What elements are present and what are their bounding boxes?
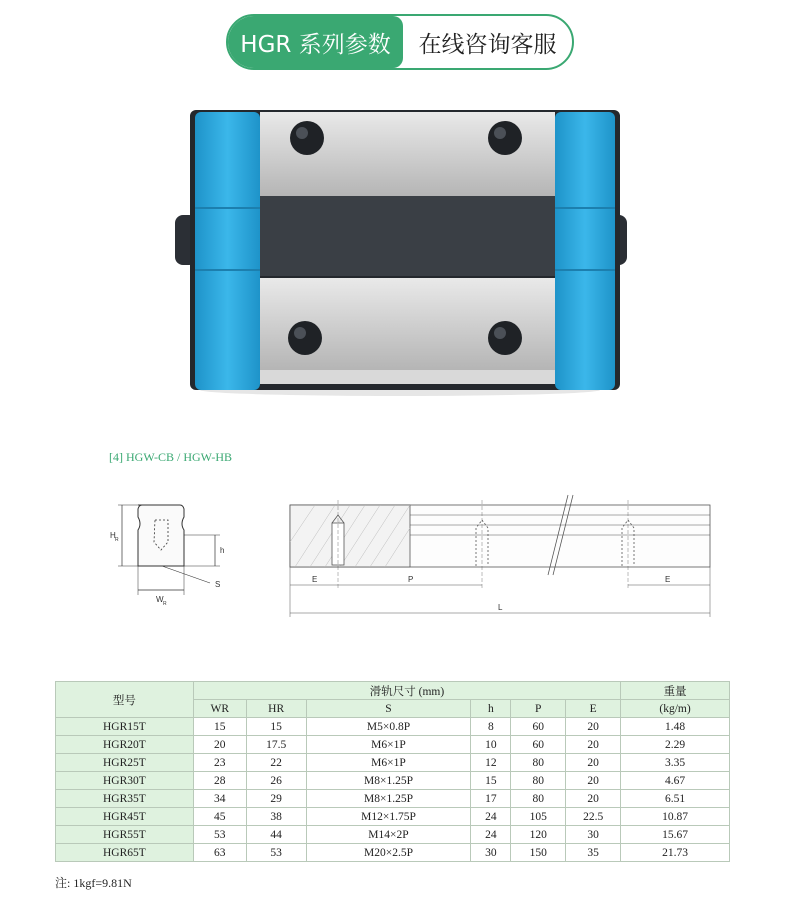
cell: M5×0.8P	[306, 718, 471, 736]
cell: 38	[246, 808, 306, 826]
cell: 17.5	[246, 736, 306, 754]
cell: HGR30T	[56, 772, 194, 790]
cell: HGR15T	[56, 718, 194, 736]
cell: 30	[566, 826, 621, 844]
col-hr: HR	[246, 700, 306, 718]
cell: HGR65T	[56, 844, 194, 862]
cell: 24	[471, 826, 511, 844]
l-label: L	[498, 603, 503, 612]
rail-cross-section	[118, 505, 220, 595]
cell: 22.5	[566, 808, 621, 826]
cell: 80	[511, 754, 566, 772]
cell: 6.51	[621, 790, 730, 808]
header-pill	[226, 14, 574, 70]
cell: 20	[566, 754, 621, 772]
cell: 20	[193, 736, 246, 754]
cell: 4.67	[621, 772, 730, 790]
cell: 20	[566, 772, 621, 790]
weight-unit: (kg/m)	[621, 700, 730, 718]
cell: 45	[193, 808, 246, 826]
cell: 15.67	[621, 826, 730, 844]
col-h: h	[471, 700, 511, 718]
cell: 29	[246, 790, 306, 808]
table-row	[56, 754, 730, 772]
table-row	[56, 808, 730, 826]
cell: HGR35T	[56, 790, 194, 808]
cell: 44	[246, 826, 306, 844]
cell: 26	[246, 772, 306, 790]
cell: 1.48	[621, 718, 730, 736]
wr-label: W	[156, 595, 164, 604]
cell: 10	[471, 736, 511, 754]
cell: 63	[193, 844, 246, 862]
cell: 10.87	[621, 808, 730, 826]
col-s: S	[306, 700, 471, 718]
table-row	[56, 736, 730, 754]
col-p: P	[511, 700, 566, 718]
series-title: HGR 系列参数	[228, 16, 403, 68]
col-wr: WR	[193, 700, 246, 718]
cell: M12×1.75P	[306, 808, 471, 826]
cell: 20	[566, 736, 621, 754]
drawing-caption: [4] HGW-CB / HGW-HB	[109, 450, 232, 464]
spec-table	[55, 681, 730, 862]
hr-label: H	[110, 531, 116, 540]
cell: 80	[511, 772, 566, 790]
table-row	[56, 790, 730, 808]
cell: 30	[471, 844, 511, 862]
cell: 80	[511, 790, 566, 808]
cell: 21.73	[621, 844, 730, 862]
product-image	[160, 100, 640, 400]
cell: 2.29	[621, 736, 730, 754]
cell: 22	[246, 754, 306, 772]
cell: M8×1.25P	[306, 790, 471, 808]
cell: 120	[511, 826, 566, 844]
cell: 15	[246, 718, 306, 736]
cell: 150	[511, 844, 566, 862]
cell: M6×1P	[306, 736, 471, 754]
cell: M20×2.5P	[306, 844, 471, 862]
e-left-label: E	[312, 575, 318, 584]
cell: 34	[193, 790, 246, 808]
rail-dimensions-header: 滑轨尺寸 (mm)	[193, 682, 620, 700]
cell: 3.35	[621, 754, 730, 772]
weight-header: 重量	[621, 682, 730, 700]
cell: M8×1.25P	[306, 772, 471, 790]
cell: 20	[566, 718, 621, 736]
hr-sub-label: R	[115, 537, 119, 543]
cell: HGR25T	[56, 754, 194, 772]
cell: HGR20T	[56, 736, 194, 754]
cell: 24	[471, 808, 511, 826]
cell: 60	[511, 718, 566, 736]
model-header: 型号	[56, 682, 194, 718]
table-row	[56, 844, 730, 862]
cell: 28	[193, 772, 246, 790]
cell: M6×1P	[306, 754, 471, 772]
consult-service-link[interactable]: 在线咨询客服	[418, 31, 557, 58]
cell: M14×2P	[306, 826, 471, 844]
col-e: E	[566, 700, 621, 718]
cell: HGR45T	[56, 808, 194, 826]
cell: 105	[511, 808, 566, 826]
cell: 60	[511, 736, 566, 754]
rail-side-view	[290, 495, 710, 617]
cell: 53	[246, 844, 306, 862]
h-label: h	[220, 546, 225, 555]
cell: 53	[193, 826, 246, 844]
table-row	[56, 718, 730, 736]
cell: 15	[193, 718, 246, 736]
cell: 17	[471, 790, 511, 808]
table-row	[56, 772, 730, 790]
cell: 20	[566, 790, 621, 808]
cell: 23	[193, 754, 246, 772]
cell: 8	[471, 718, 511, 736]
cell: 35	[566, 844, 621, 862]
wr-sub-label: R	[163, 601, 167, 607]
unit-note: 注: 1kgf=9.81N	[55, 876, 132, 890]
p-label: P	[408, 575, 414, 584]
rail-dimension-drawing	[100, 480, 720, 620]
cell: 15	[471, 772, 511, 790]
cell: 12	[471, 754, 511, 772]
table-row	[56, 826, 730, 844]
s-label: S	[215, 580, 221, 589]
e-right-label: E	[665, 575, 671, 584]
cell: HGR55T	[56, 826, 194, 844]
